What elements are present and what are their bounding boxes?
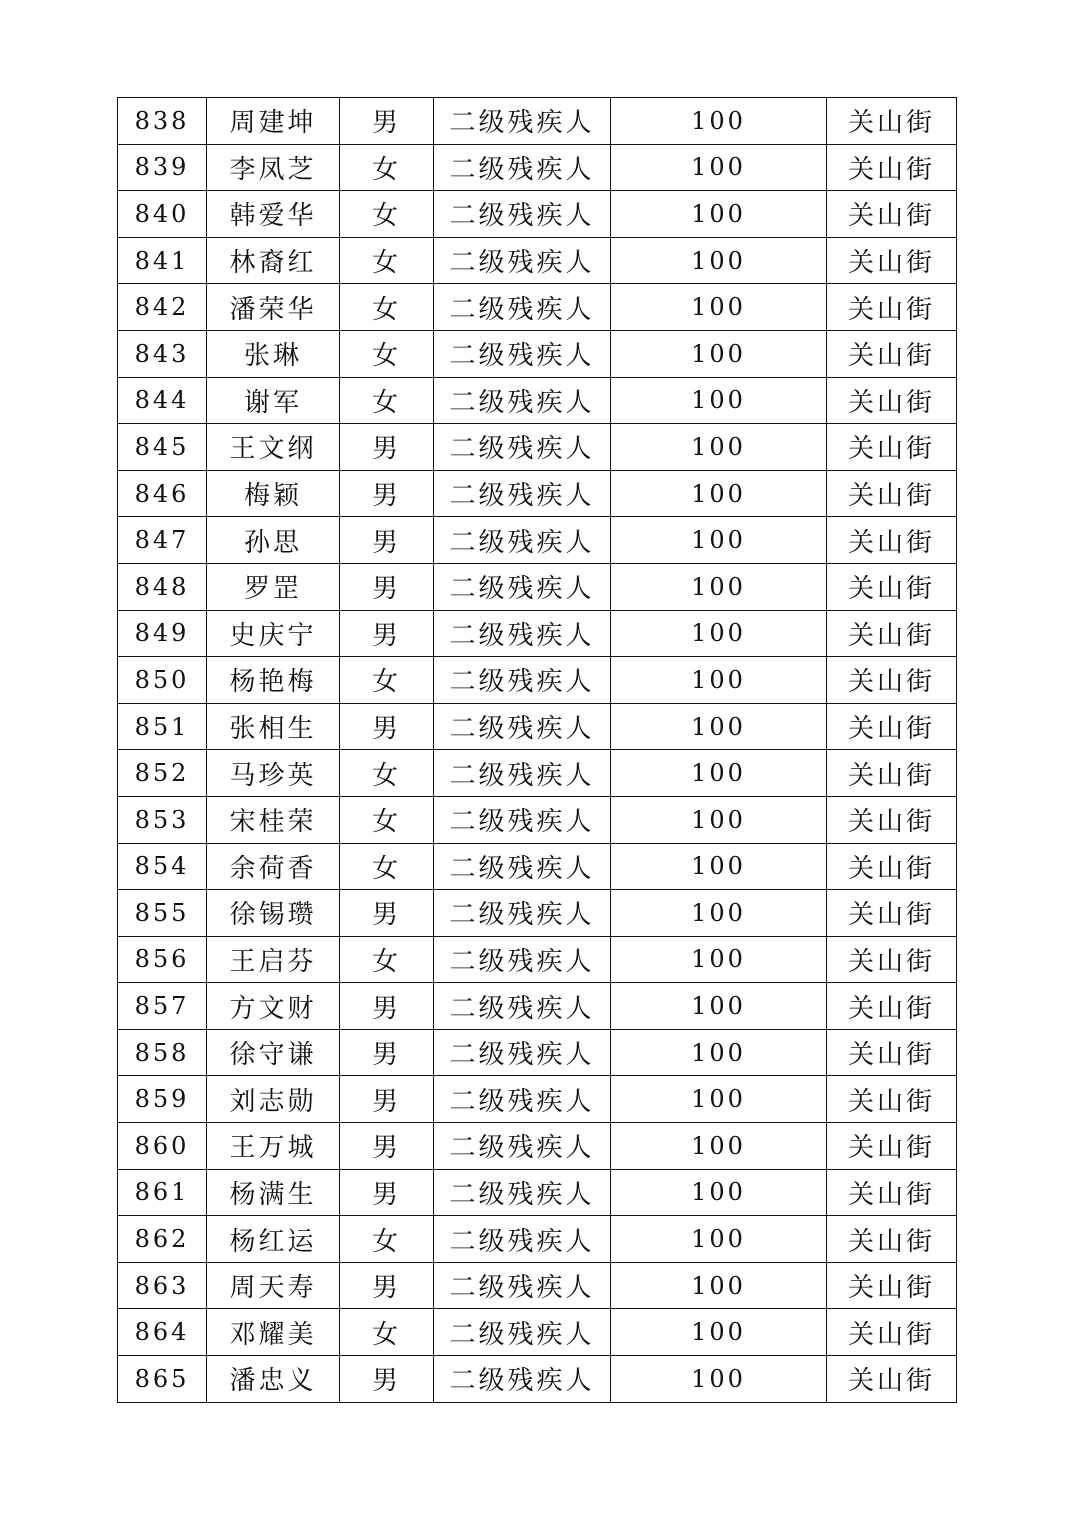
street-cell: 关山街 [827,750,957,797]
serial-number-cell: 865 [118,1356,207,1403]
amount-cell: 100 [611,1029,827,1076]
amount-cell: 100 [611,191,827,238]
gender-cell: 女 [340,377,434,424]
street-cell: 关山街 [827,657,957,704]
person-name-cell: 王万城 [207,1123,340,1170]
person-name-cell: 张琳 [207,330,340,377]
person-name-cell: 宋桂荣 [207,796,340,843]
amount-cell: 100 [611,237,827,284]
table-row [118,936,957,983]
street-cell: 关山街 [827,843,957,890]
street-cell: 关山街 [827,330,957,377]
serial-number-cell: 842 [118,284,207,331]
table-row [118,890,957,937]
disability-category-cell: 二级残疾人 [434,936,611,983]
table-row [118,796,957,843]
amount-cell: 100 [611,843,827,890]
gender-cell: 男 [340,703,434,750]
street-cell: 关山街 [827,284,957,331]
table-row [118,330,957,377]
gender-cell: 女 [340,237,434,284]
street-cell: 关山街 [827,1262,957,1309]
amount-cell: 100 [611,983,827,1030]
gender-cell: 男 [340,98,434,145]
table-row [118,284,957,331]
roster-table-body [118,98,957,1403]
disability-category-cell: 二级残疾人 [434,424,611,471]
person-name-cell: 王启芬 [207,936,340,983]
amount-cell: 100 [611,796,827,843]
person-name-cell: 马珍英 [207,750,340,797]
person-name-cell: 李凤芝 [207,144,340,191]
gender-cell: 女 [340,657,434,704]
table-row [118,470,957,517]
street-cell: 关山街 [827,1123,957,1170]
person-name-cell: 史庆宁 [207,610,340,657]
amount-cell: 100 [611,377,827,424]
street-cell: 关山街 [827,563,957,610]
serial-number-cell: 843 [118,330,207,377]
person-name-cell: 杨满生 [207,1169,340,1216]
person-name-cell: 邓耀美 [207,1309,340,1356]
gender-cell: 男 [340,1123,434,1170]
gender-cell: 女 [340,1216,434,1263]
gender-cell: 男 [340,563,434,610]
table-row [118,377,957,424]
serial-number-cell: 855 [118,890,207,937]
street-cell: 关山街 [827,377,957,424]
table-row [118,237,957,284]
gender-cell: 女 [340,330,434,377]
table-row [118,610,957,657]
amount-cell: 100 [611,330,827,377]
amount-cell: 100 [611,703,827,750]
disability-category-cell: 二级残疾人 [434,657,611,704]
serial-number-cell: 862 [118,1216,207,1263]
amount-cell: 100 [611,1216,827,1263]
disability-category-cell: 二级残疾人 [434,796,611,843]
person-name-cell: 梅颖 [207,470,340,517]
street-cell: 关山街 [827,983,957,1030]
street-cell: 关山街 [827,796,957,843]
street-cell: 关山街 [827,191,957,238]
person-name-cell: 张相生 [207,703,340,750]
serial-number-cell: 851 [118,703,207,750]
disability-category-cell: 二级残疾人 [434,284,611,331]
street-cell: 关山街 [827,237,957,284]
serial-number-cell: 839 [118,144,207,191]
disability-category-cell: 二级残疾人 [434,610,611,657]
disability-category-cell: 二级残疾人 [434,1123,611,1170]
serial-number-cell: 850 [118,657,207,704]
amount-cell: 100 [611,470,827,517]
disability-category-cell: 二级残疾人 [434,237,611,284]
person-name-cell: 余荷香 [207,843,340,890]
street-cell: 关山街 [827,144,957,191]
street-cell: 关山街 [827,610,957,657]
street-cell: 关山街 [827,1076,957,1123]
table-row [118,1029,957,1076]
table-row [118,517,957,564]
gender-cell: 男 [340,890,434,937]
disability-category-cell: 二级残疾人 [434,144,611,191]
street-cell: 关山街 [827,98,957,145]
table-row [118,1262,957,1309]
amount-cell: 100 [611,936,827,983]
person-name-cell: 罗罡 [207,563,340,610]
serial-number-cell: 846 [118,470,207,517]
amount-cell: 100 [611,890,827,937]
gender-cell: 男 [340,470,434,517]
table-row [118,843,957,890]
street-cell: 关山街 [827,470,957,517]
serial-number-cell: 858 [118,1029,207,1076]
street-cell: 关山街 [827,1216,957,1263]
amount-cell: 100 [611,517,827,564]
disability-category-cell: 二级残疾人 [434,377,611,424]
gender-cell: 男 [340,1356,434,1403]
serial-number-cell: 838 [118,98,207,145]
disability-category-cell: 二级残疾人 [434,703,611,750]
person-name-cell: 周建坤 [207,98,340,145]
person-name-cell: 方文财 [207,983,340,1030]
gender-cell: 男 [340,1262,434,1309]
amount-cell: 100 [611,1123,827,1170]
disability-category-cell: 二级残疾人 [434,470,611,517]
serial-number-cell: 847 [118,517,207,564]
table-row [118,703,957,750]
street-cell: 关山街 [827,1029,957,1076]
street-cell: 关山街 [827,517,957,564]
amount-cell: 100 [611,284,827,331]
disability-category-cell: 二级残疾人 [434,1262,611,1309]
street-cell: 关山街 [827,424,957,471]
table-row [118,191,957,238]
serial-number-cell: 853 [118,796,207,843]
table-row [118,1076,957,1123]
gender-cell: 女 [340,144,434,191]
amount-cell: 100 [611,424,827,471]
disability-category-cell: 二级残疾人 [434,1309,611,1356]
amount-cell: 100 [611,610,827,657]
table-row [118,657,957,704]
table-row [118,1216,957,1263]
table-row [118,424,957,471]
gender-cell: 女 [340,796,434,843]
gender-cell: 女 [340,284,434,331]
person-name-cell: 徐守谦 [207,1029,340,1076]
gender-cell: 女 [340,1309,434,1356]
person-name-cell: 韩爱华 [207,191,340,238]
person-name-cell: 徐锡瓒 [207,890,340,937]
serial-number-cell: 841 [118,237,207,284]
table-row [118,563,957,610]
gender-cell: 男 [340,1076,434,1123]
gender-cell: 男 [340,517,434,564]
amount-cell: 100 [611,1076,827,1123]
disability-category-cell: 二级残疾人 [434,1029,611,1076]
roster-table [117,97,957,1403]
gender-cell: 女 [340,191,434,238]
amount-cell: 100 [611,563,827,610]
person-name-cell: 杨红运 [207,1216,340,1263]
serial-number-cell: 864 [118,1309,207,1356]
amount-cell: 100 [611,144,827,191]
table-row [118,1356,957,1403]
serial-number-cell: 844 [118,377,207,424]
disability-category-cell: 二级残疾人 [434,330,611,377]
serial-number-cell: 857 [118,983,207,1030]
amount-cell: 100 [611,1262,827,1309]
table-row [118,1169,957,1216]
disability-category-cell: 二级残疾人 [434,517,611,564]
gender-cell: 女 [340,843,434,890]
street-cell: 关山街 [827,703,957,750]
serial-number-cell: 840 [118,191,207,238]
serial-number-cell: 860 [118,1123,207,1170]
gender-cell: 女 [340,750,434,797]
disability-category-cell: 二级残疾人 [434,1169,611,1216]
amount-cell: 100 [611,1356,827,1403]
disability-category-cell: 二级残疾人 [434,1356,611,1403]
disability-category-cell: 二级残疾人 [434,191,611,238]
amount-cell: 100 [611,657,827,704]
table-row [118,983,957,1030]
street-cell: 关山街 [827,1169,957,1216]
street-cell: 关山街 [827,936,957,983]
person-name-cell: 刘志勋 [207,1076,340,1123]
serial-number-cell: 859 [118,1076,207,1123]
disability-category-cell: 二级残疾人 [434,98,611,145]
serial-number-cell: 856 [118,936,207,983]
disability-category-cell: 二级残疾人 [434,563,611,610]
table-row [118,98,957,145]
disability-category-cell: 二级残疾人 [434,1216,611,1263]
amount-cell: 100 [611,1309,827,1356]
gender-cell: 男 [340,610,434,657]
person-name-cell: 谢军 [207,377,340,424]
person-name-cell: 王文纲 [207,424,340,471]
disability-category-cell: 二级残疾人 [434,890,611,937]
gender-cell: 男 [340,983,434,1030]
gender-cell: 女 [340,936,434,983]
person-name-cell: 林裔红 [207,237,340,284]
table-row [118,750,957,797]
disability-category-cell: 二级残疾人 [434,750,611,797]
serial-number-cell: 861 [118,1169,207,1216]
gender-cell: 男 [340,1029,434,1076]
disability-category-cell: 二级残疾人 [434,983,611,1030]
table-row [118,144,957,191]
disability-category-cell: 二级残疾人 [434,1076,611,1123]
person-name-cell: 孙思 [207,517,340,564]
street-cell: 关山街 [827,1309,957,1356]
amount-cell: 100 [611,750,827,797]
street-cell: 关山街 [827,890,957,937]
serial-number-cell: 854 [118,843,207,890]
person-name-cell: 潘荣华 [207,284,340,331]
gender-cell: 男 [340,424,434,471]
street-cell: 关山街 [827,1356,957,1403]
gender-cell: 男 [340,1169,434,1216]
table-row [118,1309,957,1356]
table-row [118,1123,957,1170]
person-name-cell: 周天寿 [207,1262,340,1309]
serial-number-cell: 849 [118,610,207,657]
person-name-cell: 杨艳梅 [207,657,340,704]
serial-number-cell: 863 [118,1262,207,1309]
amount-cell: 100 [611,1169,827,1216]
serial-number-cell: 852 [118,750,207,797]
disability-category-cell: 二级残疾人 [434,843,611,890]
serial-number-cell: 845 [118,424,207,471]
person-name-cell: 潘忠义 [207,1356,340,1403]
serial-number-cell: 848 [118,563,207,610]
amount-cell: 100 [611,98,827,145]
